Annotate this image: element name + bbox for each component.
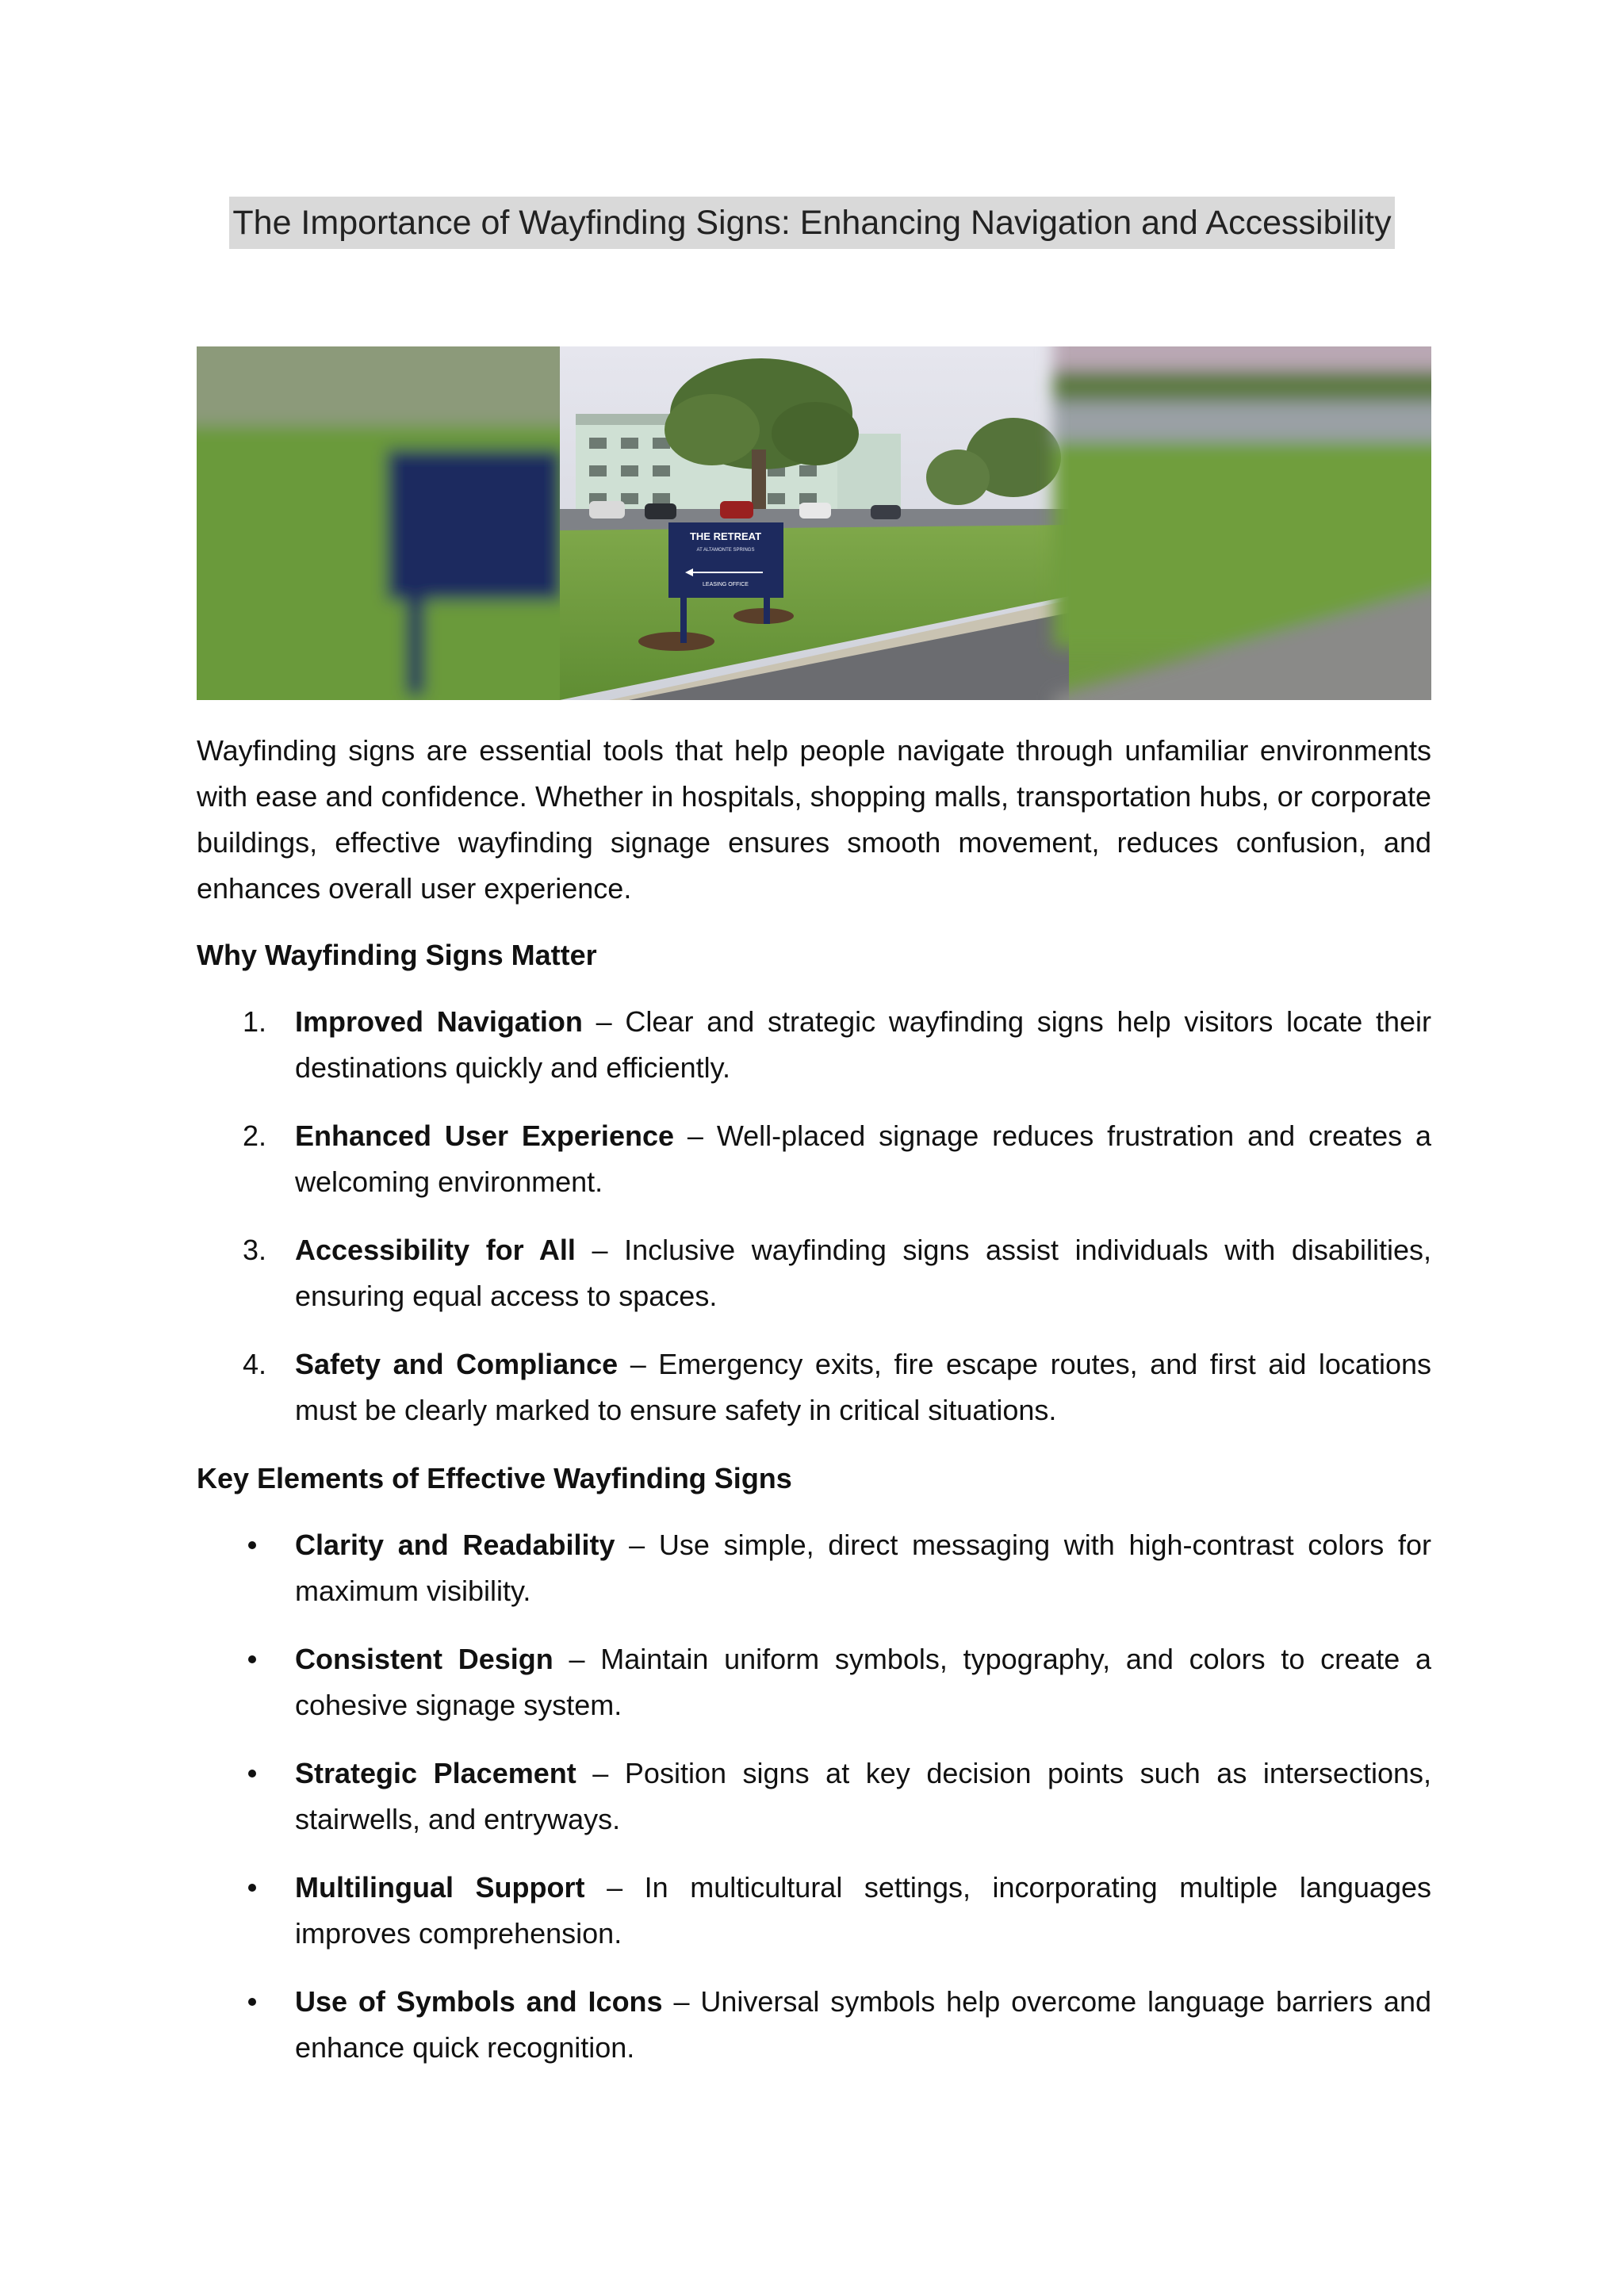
bullet-list [197, 1522, 1431, 2071]
list-item [197, 1522, 1431, 1614]
bullet-icon [248, 1998, 256, 2006]
item-text: – Maintain uniform symbols, typography, and colors to create a cohesive signage system. [295, 1643, 1431, 1721]
list-item [197, 1979, 1431, 2071]
intro-paragraph: Wayfinding signs are essential tools that help people navigate through unfamiliar environments with ease and confidence. Whether in hospitals, shopping malls, transportation hubs, or corporate buildings, effective wayfinding signage ensures smooth movement, reduces confusion, and enhances overall user experience. [197, 734, 1431, 905]
list-number: 1. [243, 1005, 267, 1038]
bullet-icon [248, 1541, 256, 1549]
item-term: Strategic Placement [295, 1757, 576, 1789]
sign-text-1: THE RETREAT [689, 530, 762, 542]
bullet-icon [248, 1770, 256, 1777]
item-term: Enhanced User Experience [295, 1119, 674, 1152]
hero-image [197, 346, 1431, 700]
numbered-list [197, 999, 1431, 1433]
sign-text-3: LEASING OFFICE [703, 582, 749, 587]
right-blurred-panel [1053, 346, 1431, 700]
item-text: – Use simple, direct messaging with high-contrast colors for maximum visibility. [295, 1529, 1432, 1607]
bullet-icon [248, 1655, 256, 1663]
item-text: – In multicultural settings, incorporating multiple languages improves comprehension. [295, 1871, 1431, 1950]
list-item [197, 1636, 1431, 1728]
list-number: 2. [243, 1119, 267, 1152]
section-heading-why: Why Wayfinding Signs Matter [197, 939, 597, 971]
item-text: – Position signs at key decision points such as intersections, stairwells, and entryways. [295, 1757, 1431, 1835]
sign-text-2: AT ALTAMONTE SPRINGS [696, 548, 755, 553]
center-photo-panel [560, 346, 1069, 700]
item-text: – Clear and strategic wayfinding signs help visitors locate their destinations quickly and efficiently. [295, 1005, 1432, 1084]
item-text: – Emergency exits, fire escape routes, and first aid locations must be clearly marked to ensure safety in critical situations. [295, 1348, 1431, 1426]
list-item [197, 1751, 1431, 1843]
item-term: Consistent Design [295, 1643, 553, 1675]
item-term: Multilingual Support [295, 1871, 585, 1904]
item-term: Clarity and Readability [295, 1529, 615, 1561]
list-item [197, 999, 1431, 1091]
article-body [197, 728, 1431, 2093]
title-container [0, 197, 1624, 249]
list-item [197, 1865, 1431, 1957]
item-text: – Inclusive wayfinding signs assist individuals with disabilities, ensuring equal access to spaces. [295, 1234, 1431, 1312]
bullet-icon [248, 1884, 256, 1892]
list-number: 3. [243, 1234, 267, 1266]
page-title: The Importance of Wayfinding Signs: Enhancing Navigation and Accessibility [229, 197, 1394, 249]
item-term: Accessibility for All [295, 1234, 576, 1266]
item-text: – Universal symbols help overcome language barriers and enhance quick recognition. [295, 1985, 1431, 2064]
section-heading-elements: Key Elements of Effective Wayfinding Signs [197, 1462, 792, 1494]
list-item [197, 1113, 1431, 1205]
item-text: – Well-placed signage reduces frustration and creates a welcoming environment. [295, 1119, 1432, 1198]
list-number: 4. [243, 1348, 267, 1380]
list-item [197, 1341, 1431, 1433]
left-blurred-panel [197, 346, 577, 700]
item-term: Improved Navigation [295, 1005, 583, 1038]
list-item [197, 1227, 1431, 1319]
item-term: Safety and Compliance [295, 1348, 619, 1380]
item-term: Use of Symbols and Icons [295, 1985, 663, 2018]
